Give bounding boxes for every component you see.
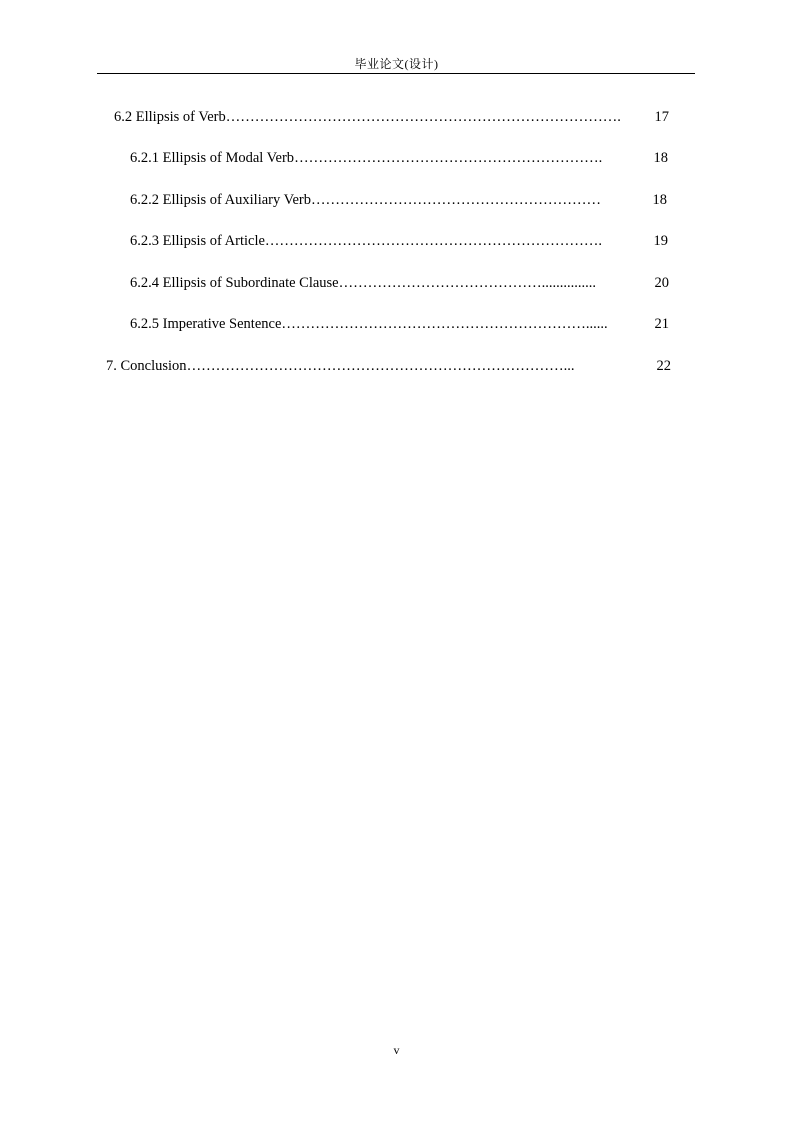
page-number: v — [393, 1043, 400, 1057]
toc-entry-page: 19 — [653, 233, 668, 249]
toc-entry-6-2-2[interactable] — [130, 190, 667, 210]
toc-entry-leader: …………………………………………………… — [310, 192, 601, 208]
toc-entry-label: 6.2.2 Ellipsis of Auxiliary Verb — [130, 192, 311, 208]
toc-entry-leader: ………………………………………………………. — [294, 150, 603, 166]
toc-entry-page: 21 — [654, 316, 669, 332]
page-header-title: 毕业论文(设计) — [354, 57, 439, 71]
toc-entry-leader: ……………………………………............... — [338, 275, 596, 291]
toc-entry-label: 6.2.3 Ellipsis of Article — [130, 233, 265, 249]
toc-entry-6-2-5[interactable] — [130, 314, 669, 334]
toc-entry-leader: ………………………………………………………………………. — [225, 109, 621, 125]
toc-entry-label: 6.2.1 Ellipsis of Modal Verb — [130, 150, 295, 166]
toc-entry-6-2-1[interactable] — [130, 148, 668, 168]
toc-entry-page: 18 — [653, 150, 668, 166]
toc-entry-leader: ……………………………………………………………………... — [186, 358, 575, 374]
toc-entry-6-2-4[interactable] — [130, 273, 669, 293]
toc-entry-page: 17 — [654, 109, 669, 125]
toc-entry-7[interactable] — [106, 356, 671, 376]
toc-entry-label: 7. Conclusion — [106, 358, 187, 374]
header-rule — [97, 73, 695, 74]
toc-entry-label: 6.2 Ellipsis of Verb — [114, 109, 226, 125]
toc-entry-label: 6.2.4 Ellipsis of Subordinate Clause — [130, 275, 339, 291]
toc-entry-leader: ………………………………………………………...... — [281, 316, 608, 332]
toc-entry-6-2[interactable] — [114, 107, 669, 127]
toc-entry-page: 22 — [656, 358, 671, 374]
toc-entry-page: 20 — [654, 275, 669, 291]
toc-entry-6-2-3[interactable] — [130, 231, 668, 251]
toc-entry-page: 18 — [652, 192, 667, 208]
toc-entry-label: 6.2.5 Imperative Sentence — [130, 316, 282, 332]
toc-entry-leader: ……………………………………………………………. — [264, 233, 603, 249]
